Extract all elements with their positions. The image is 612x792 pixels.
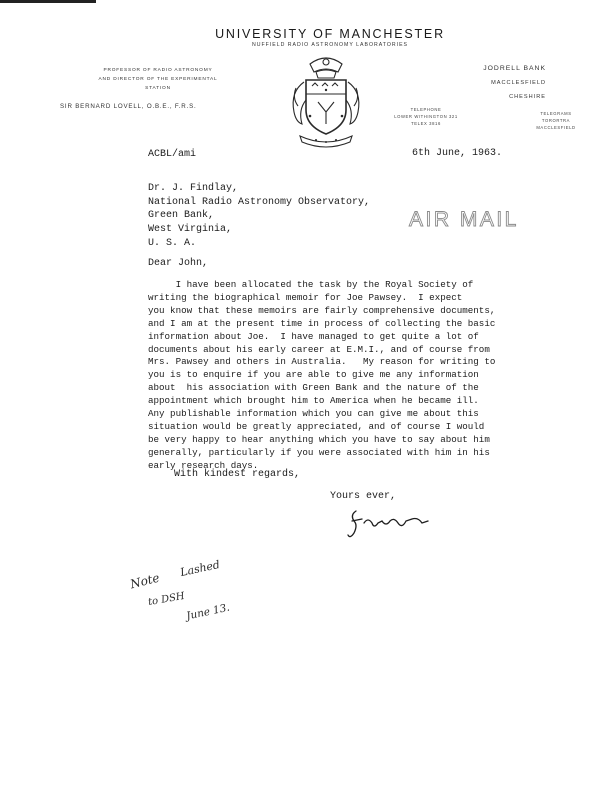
telex-number: TELEX 3816 [411,121,441,126]
body-line: early research days. [148,459,259,471]
telegrams-label: TELEGRAMS [540,111,572,116]
reference-code: ACBL/ami [148,149,197,160]
telephone-number: LOWER WITHINGTON 321 [394,114,458,119]
address-line-2: MACCLESFIELD [491,80,546,86]
note-word-1: Note [128,570,161,592]
note-word-3: to DSH [147,590,186,609]
telegrams-town: MACCLESFIELD [536,125,576,130]
university-name: UNIVERSITY OF MANCHESTER [215,27,445,41]
body-line: you is to enquire if you are able to give me any information [148,369,479,381]
letter-date: 6th June, 1963. [412,148,503,159]
letter-body [148,279,508,473]
recipient-line-2: National Radio Astronomy Observatory, [148,196,371,208]
university-crest-icon [286,52,366,154]
handwritten-signature [346,505,434,541]
professor-title-line: PROFESSOR OF RADIO ASTRONOMY [103,68,213,73]
address-line-1: JODRELL BANK [483,65,546,72]
body-line: situation would be greatly appreciated, and of course I would [148,420,485,432]
director-name: SIR BERNARD LOVELL, O.B.E., F.R.S. [60,103,197,110]
body-line: generally, particularly if you were associated with him in his [148,446,490,458]
telephone-label: TELEPHONE [410,107,442,112]
salutation: Dear John, [148,258,209,269]
air-mail-stamp: AIR MAIL [409,208,519,231]
body-line: you know that these memoirs are fairly comprehensive documents, [148,304,496,316]
address-line-3: CHESHIRE [509,94,546,100]
body-line: about his association with Green Bank and the nature of the [148,382,479,394]
body-line: and I am at the present time in process of collecting the basic [148,317,496,329]
letterhead-left-block [60,66,256,110]
telegrams-code: TORORTRA [541,118,571,123]
telegrams-block [516,110,596,131]
body-line: writing the biographical memoir for Joe Pawsey. I expect [148,291,463,303]
body-line: information about Joe. I have managed to get quite a lot of [148,330,479,342]
recipient-line-3: Green Bank, [148,210,215,222]
body-line: documents about his early career at E.M.I., and of course from [148,343,490,355]
recipient-line-1: Dr. J. Findlay, [148,183,239,194]
note-word-4: June 13. [185,601,231,623]
director-title-line: AND DIRECTOR OF THE EXPERIMENTAL [98,77,218,82]
body-line: I have been allocated the task by the Royal Society of [148,279,474,290]
recipient-line-5: U. S. A. [148,237,197,249]
telephone-block [382,106,470,127]
closing-line: Yours ever, [330,491,397,502]
note-word-2: Lashed [179,557,222,580]
recipient-address [148,182,370,251]
handwritten-note [124,557,234,626]
body-line: Any publishable information which you can give me about this [148,408,479,420]
station-title-line: STATION [145,86,171,91]
body-line: Mrs. Pawsey and others in Australia. My reason for writing to [148,356,496,368]
body-line: appointment which brought him to America when he became ill. [148,395,479,407]
regards-line: With kindest regards, [174,469,301,480]
laboratory-address [436,62,546,104]
scan-corner-mark [0,0,96,3]
recipient-line-4: West Virginia, [148,224,233,236]
laboratory-name: NUFFIELD RADIO ASTRONOMY LABORATORIES [251,42,409,48]
body-line: be very happy to hear anything which you have to say about him [148,433,490,445]
